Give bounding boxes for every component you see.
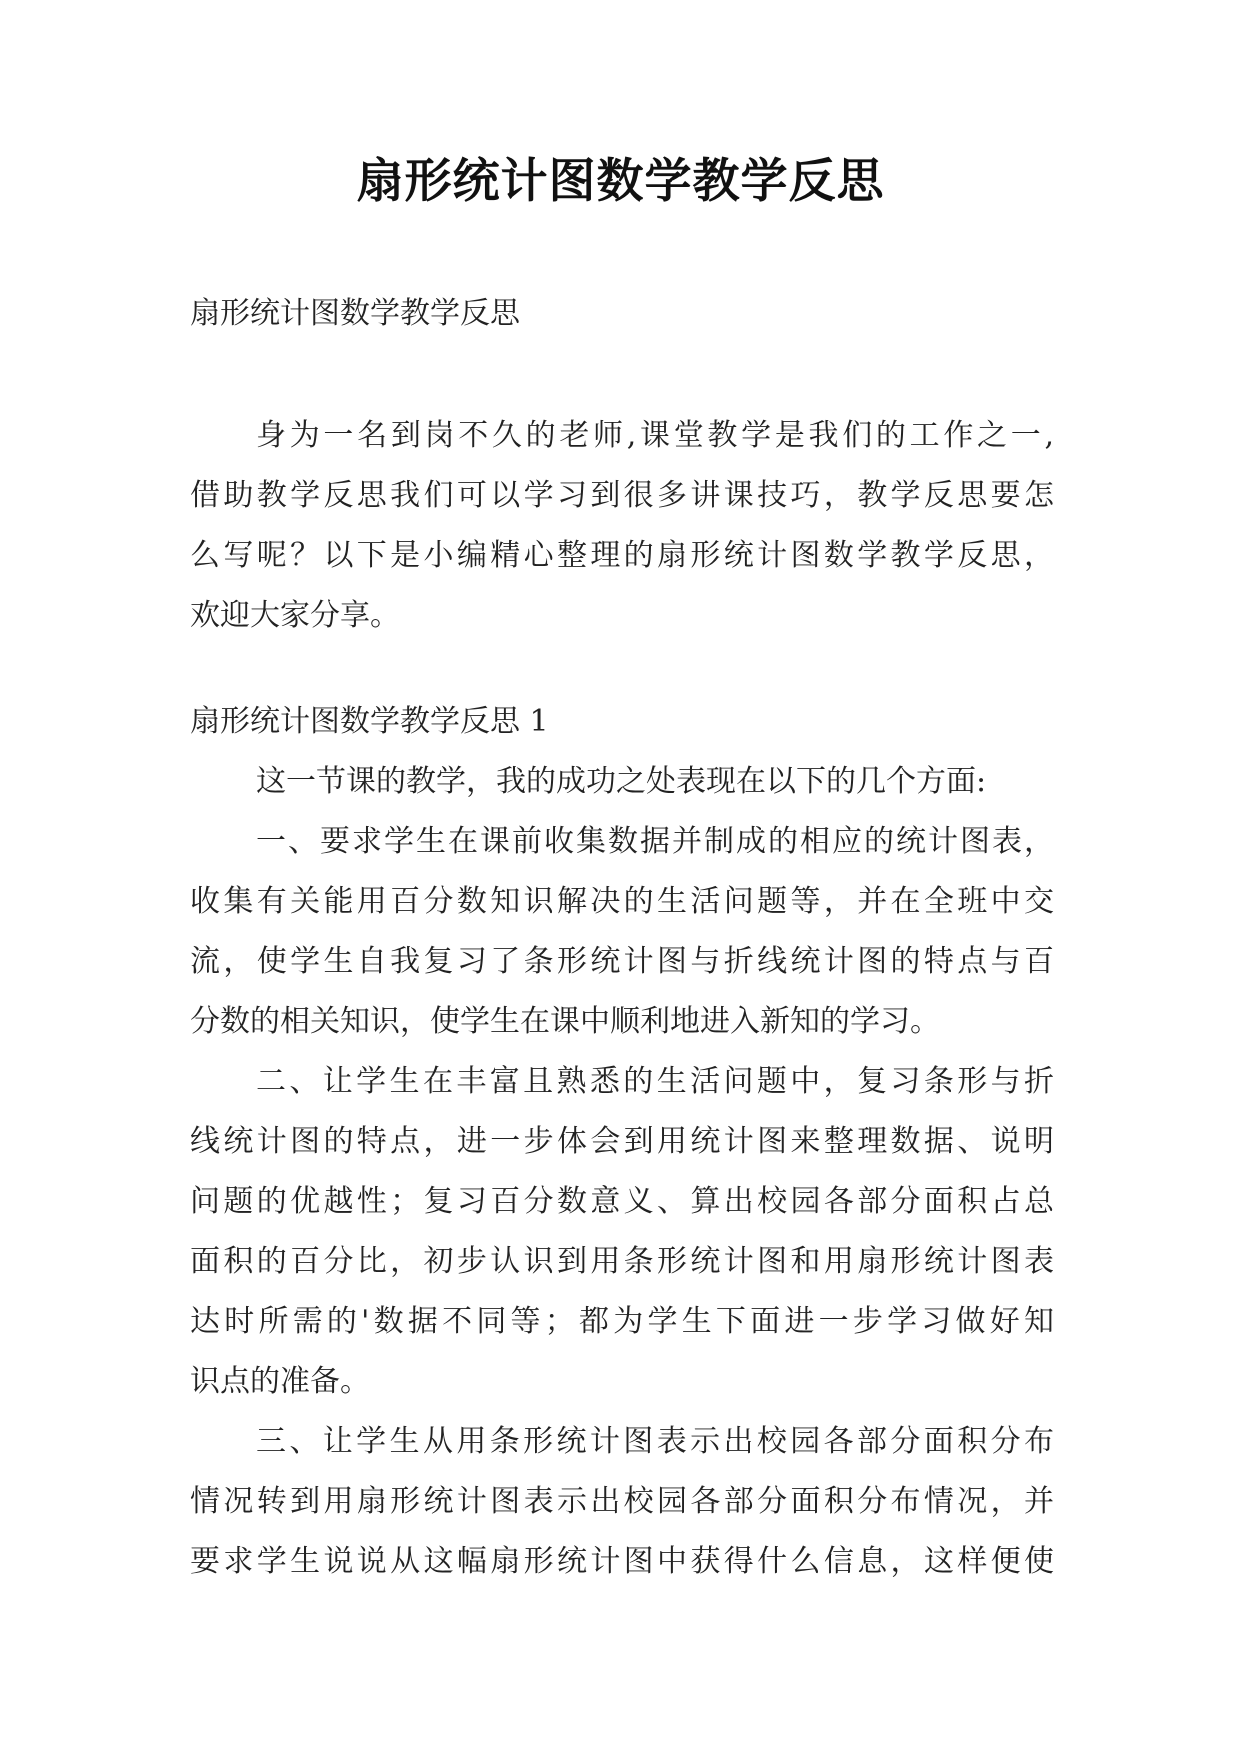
paragraph-line: 要求学生说说从这幅扇形统计图中获得什么信息，这样便使 [190, 1544, 1054, 1579]
paragraph-line: 三、让学生从用条形统计图表示出校园各部分面积分布 [256, 1424, 1054, 1459]
paragraph-line: 面积的百分比，初步认识到用条形统计图和用扇形统计图表 [190, 1244, 1054, 1279]
intro-line: 欢迎大家分享。 [190, 598, 400, 633]
paragraph-line: 流，使学生自我复习了条形统计图与折线统计图的特点与百 [190, 944, 1054, 979]
paragraph-line: 情况转到用扇形统计图表示出校园各部分面积分布情况，并 [190, 1484, 1054, 1519]
document-title: 扇形统计图数学教学反思 [356, 154, 885, 209]
document-subtitle: 扇形统计图数学教学反思 [190, 296, 520, 331]
intro-line: 么写呢？以下是小编精心整理的扇形统计图数学教学反思， [190, 538, 1054, 573]
section-1 [190, 692, 1054, 1592]
section-heading: 扇形统计图数学教学反思 1 [190, 704, 549, 739]
paragraph-line: 一、要求学生在课前收集数据并制成的相应的统计图表， [256, 824, 1054, 859]
paragraph-line: 收集有关能用百分数知识解决的生活问题等，并在全班中交 [190, 884, 1054, 919]
intro-line: 身为一名到岗不久的老师,课堂教学是我们的工作之一, [256, 418, 1054, 453]
intro-line: 借助教学反思我们可以学习到很多讲课技巧，教学反思要怎 [190, 478, 1054, 513]
paragraph-line: 识点的准备。 [190, 1364, 370, 1399]
intro-paragraph [190, 406, 1054, 646]
subtitle-block [190, 284, 1054, 344]
paragraph-line: 达时所需的'数据不同等；都为学生下面进一步学习做好知 [190, 1304, 1054, 1339]
paragraph-line: 问题的优越性；复习百分数意义、算出校园各部分面积占总 [190, 1184, 1054, 1219]
paragraph-line: 二、让学生在丰富且熟悉的生活问题中，复习条形与折 [256, 1064, 1054, 1099]
paragraph-line: 分数的相关知识，使学生在课中顺利地进入新知的学习。 [190, 1004, 940, 1039]
paragraph-line: 这一节课的教学，我的成功之处表现在以下的几个方面: [256, 764, 987, 799]
paragraph-line: 线统计图的特点，进一步体会到用统计图来整理数据、说明 [190, 1124, 1054, 1159]
